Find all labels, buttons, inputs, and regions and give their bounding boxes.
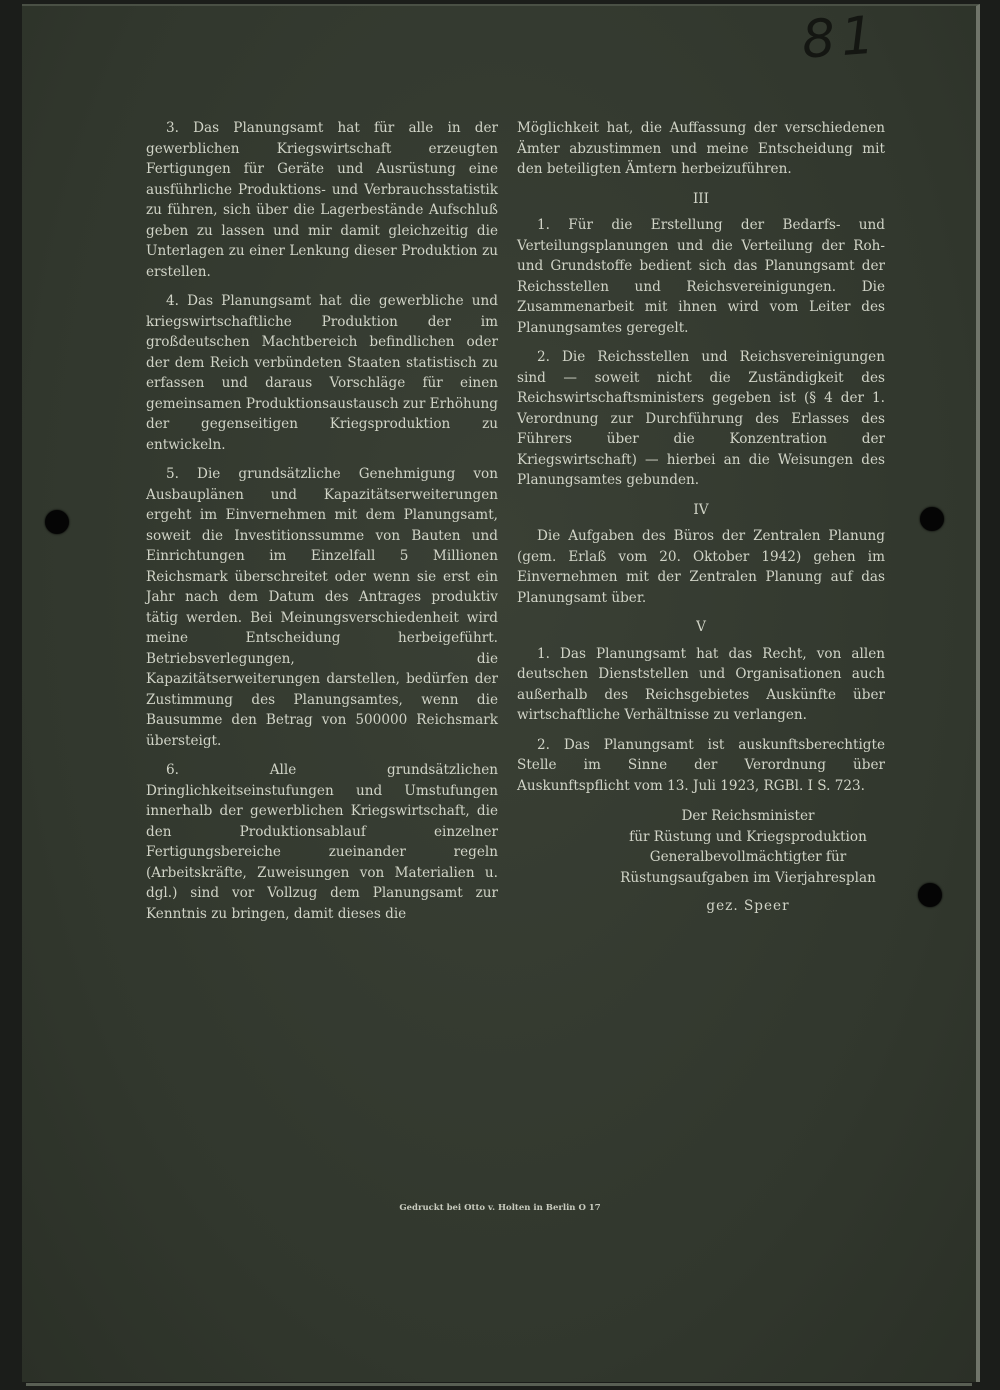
signature-ministry: für Rüstung und Kriegsproduktion: [629, 828, 867, 845]
section-v-paragraph-1: 1. Das Planungsamt hat das Recht, von allen deutschen Dienststellen und Organisationen auch außerhalb des Reichsgebietes Auskünfte über wirtschaftliche Verhältnisse zu verlangen.: [517, 645, 885, 723]
signature-block: [607, 806, 889, 917]
section-iv-paragraph-1: Die Aufgaben des Büros der Zentralen Planung (gem. Erlaß vom 20. Oktober 1942) gehen im Einvernehmen mit der Zentralen Planung auf das Planungsamt über.: [517, 528, 885, 606]
signature-name: gez. Speer: [706, 898, 790, 914]
left-column: [146, 118, 498, 933]
page-edge: [26, 1383, 972, 1386]
punch-hole-left-upper: [45, 510, 69, 534]
signature-role-continued: Rüstungsaufgaben im Vierjahresplan: [620, 869, 876, 886]
section-v-paragraph-2: 2. Das Planungsamt ist auskunftsberechtigte Stelle im Sinne der Verordnung über Auskunftspflicht vom 13. Juli 1923, RGBl. I S. 723.: [517, 736, 885, 794]
section-iii-paragraph-2: 2. Die Reichsstellen und Reichsvereinigungen sind — soweit nicht die Zuständigkeit des Reichswirtschaftsministers gegeben ist (§ 4 der 1. Verordnung zur Durchführung des Erlasses des Führers über die Konzentration der Kriegswirtschaft) — hierbei an die Weisungen des Planungsamtes gebunden.: [517, 349, 885, 488]
handwritten-page-number: 81: [799, 5, 882, 71]
punch-hole-right-upper: [920, 507, 944, 531]
section-heading-v: V: [696, 619, 706, 635]
paragraph-6: 6. Alle grundsätzlichen Dringlichkeitseinstufungen und Umstufungen innerhalb der gewerblichen Kriegswirtschaft, die den Produktionsablauf einzelner Fertigungsbereiche zueinander regeln (Arbeitskräfte, Zuweisungen von Materialien u. dgl.) sind vor Vollzug dem Planungsamt zur Kenntnis zu bringen, damit dieses die: [146, 762, 498, 922]
signature-role: Generalbevollmächtigter für: [649, 849, 847, 865]
paragraph-3: 3. Das Planungsamt hat für alle in der gewerblichen Kriegswirtschaft erzeugten Fertigungen für Geräte und Ausrüstung eine ausführliche Produktions- und Verbrauchsstatistik zu führen, sich über die Lagerbestände Aufschluß geben zu lassen und mir damit gleichzeitig die Unterlagen zu einer Lenkung dieser Produktion zu erstellen.: [146, 120, 498, 280]
continued-paragraph: Möglichkeit hat, die Auffassung der verschiedenen Ämter abzustimmen und meine Entscheidung mit den beteiligten Ämtern herbeizuführen.: [517, 120, 885, 177]
right-column: [517, 118, 885, 917]
signature-title: Der Reichsminister: [681, 808, 815, 824]
punch-hole-right-lower: [918, 883, 942, 907]
printer-imprint: Gedruckt bei Otto v. Holten in Berlin O 17: [399, 1203, 601, 1213]
paragraph-5: 5. Die grundsätzliche Genehmigung von Ausbauplänen und Kapazitätserweiterungen ergeht im Einvernehmen mit dem Planungsamt, soweit die Investitionssumme von Bauten und Einrichtungen im Einzelfall 5 Millionen Reichsmark überschreitet oder wenn sie erst ein Jahr nach dem Datum des Antrages produktiv tätig werden. Bei Meinungsverschiedenheit wird meine Entscheidung herbeigeführt. Betriebsverlegungen, die Kapazitätserweiterungen darstellen, bedürfen der Zustimmung des Planungsamtes, wenn die Bausumme den Betrag von 500000 Reichsmark übersteigt.: [146, 466, 498, 749]
section-iii-paragraph-1: 1. Für die Erstellung der Bedarfs- und Verteilungsplanungen und die Verteilung der Roh- und Grundstoffe bedient sich das Planungsamt der Reichsstellen und Reichsvereinigungen. Die Zusammenarbeit mit ihnen wird vom Leiter des Planungsamtes geregelt.: [517, 217, 885, 336]
section-heading-iv: IV: [693, 501, 709, 518]
paragraph-4: 4. Das Planungsamt hat die gewerbliche und kriegswirtschaftliche Produktion der im großdeutschen Machtbereich befindlichen oder der dem Reich verbündeten Staaten statistisch zu erfassen und daraus Vorschläge für einen gemeinsamen Produktionsaustausch zur Erhöhung der gegenseitigen Kriegsproduktion zu entwickeln.: [146, 293, 499, 453]
section-heading-iii: III: [692, 190, 710, 207]
